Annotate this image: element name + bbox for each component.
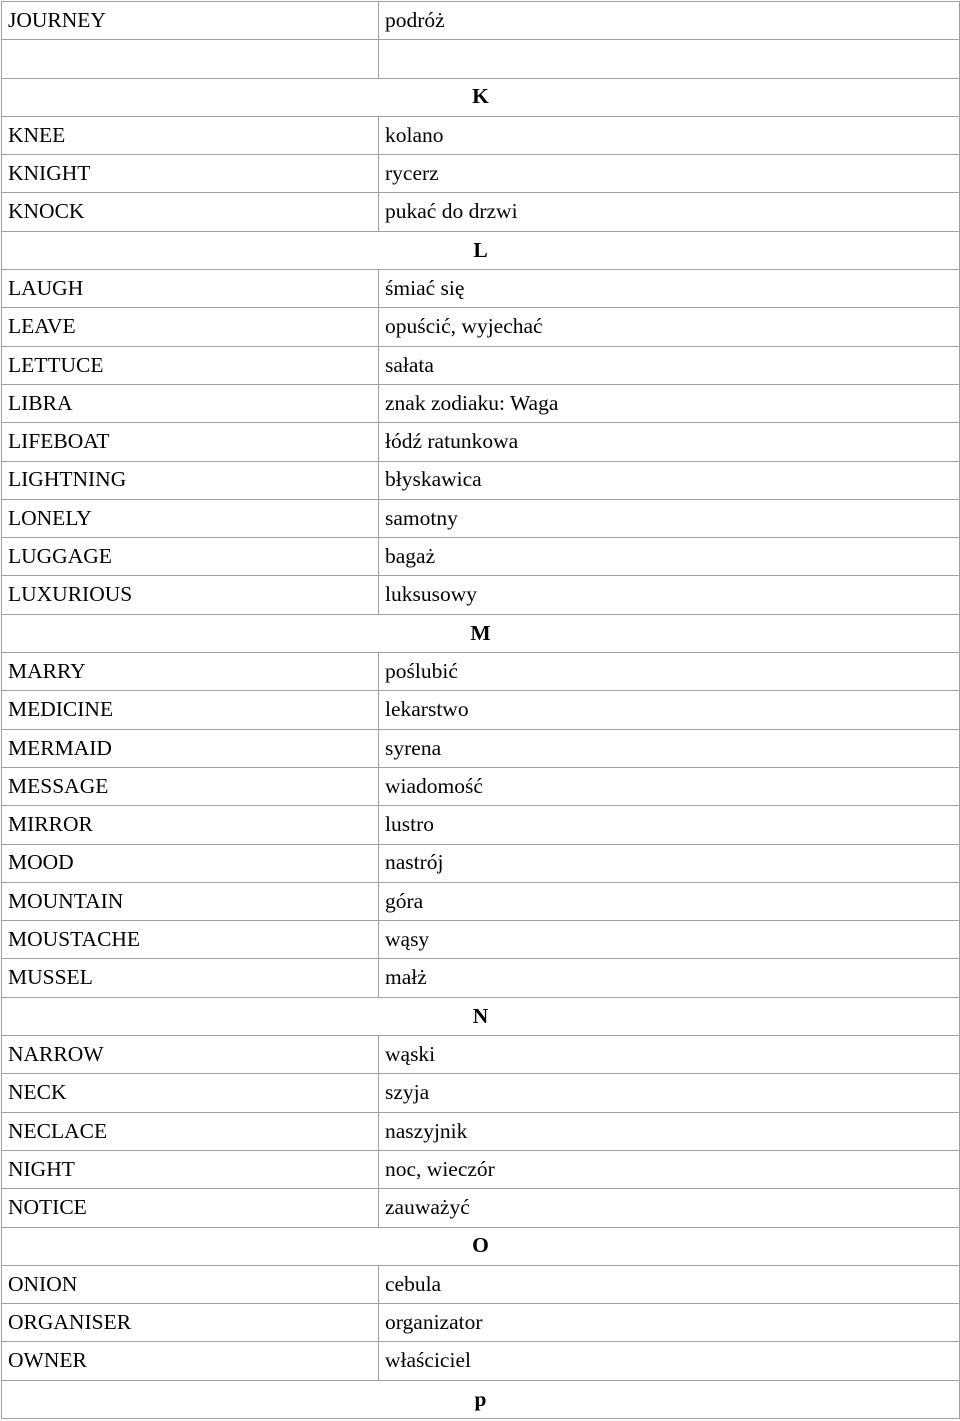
polish-translation: nastrój [379,844,960,882]
polish-translation: sałata [379,346,960,384]
polish-translation: poślubić [379,653,960,691]
vocabulary-row [2,1342,960,1380]
polish-translation: cebula [379,1265,960,1303]
polish-translation: samotny [379,499,960,537]
vocabulary-row [2,959,960,997]
english-word: JOURNEY [2,2,379,40]
letter-heading: L [2,231,960,269]
polish-translation: małż [379,959,960,997]
vocabulary-row [2,384,960,422]
english-word: LEAVE [2,308,379,346]
english-word: MOUSTACHE [2,921,379,959]
vocabulary-row [2,499,960,537]
vocabulary-row [2,921,960,959]
vocabulary-row [2,1036,960,1074]
polish-translation: lekarstwo [379,691,960,729]
polish-translation: noc, wieczór [379,1150,960,1188]
english-word: LIBRA [2,384,379,422]
vocabulary-row [2,1112,960,1150]
polish-translation: kolano [379,116,960,154]
english-word: LETTUCE [2,346,379,384]
polish-translation: wąski [379,1036,960,1074]
polish-translation: śmiać się [379,270,960,308]
english-word: MOUNTAIN [2,882,379,920]
letter-heading-row [2,614,960,652]
english-word: LIGHTNING [2,461,379,499]
vocabulary-row [2,155,960,193]
english-word: NECLACE [2,1112,379,1150]
blank-row [2,40,960,78]
vocabulary-row [2,270,960,308]
vocabulary-row [2,2,960,40]
vocabulary-row [2,461,960,499]
vocabulary-row [2,538,960,576]
english-word: MESSAGE [2,767,379,805]
vocabulary-row [2,308,960,346]
polish-translation: organizator [379,1304,960,1342]
letter-heading-row [2,1380,960,1418]
english-word: MERMAID [2,729,379,767]
polish-translation: luksusowy [379,576,960,614]
polish-translation: właściciel [379,1342,960,1380]
vocabulary-row [2,576,960,614]
vocabulary-row [2,806,960,844]
vocabulary-row [2,1304,960,1342]
polish-translation: syrena [379,729,960,767]
polish-translation: wąsy [379,921,960,959]
letter-heading: p [2,1380,960,1418]
english-word: MOOD [2,844,379,882]
polish-translation: rycerz [379,155,960,193]
polish-translation: znak zodiaku: Waga [379,384,960,422]
english-word: ONION [2,1265,379,1303]
polish-translation: błyskawica [379,461,960,499]
english-word: NOTICE [2,1189,379,1227]
english-word: NECK [2,1074,379,1112]
polish-translation: lustro [379,806,960,844]
english-word: ORGANISER [2,1304,379,1342]
english-word: OWNER [2,1342,379,1380]
polish-translation: pukać do drzwi [379,193,960,231]
letter-heading-row [2,1227,960,1265]
english-word: KNOCK [2,193,379,231]
vocabulary-row [2,691,960,729]
letter-heading: K [2,78,960,116]
letter-heading: N [2,997,960,1035]
vocabulary-row [2,844,960,882]
vocabulary-row [2,767,960,805]
english-word: LUXURIOUS [2,576,379,614]
vocabulary-row [2,346,960,384]
english-word: MIRROR [2,806,379,844]
polish-translation: łódź ratunkowa [379,423,960,461]
polish-translation: naszyjnik [379,1112,960,1150]
vocabulary-row [2,1265,960,1303]
polish-translation [379,40,960,78]
vocabulary-row [2,1150,960,1188]
polish-translation: szyja [379,1074,960,1112]
english-word: LONELY [2,499,379,537]
english-word: KNIGHT [2,155,379,193]
vocabulary-row [2,423,960,461]
vocabulary-table-body [2,2,960,1419]
polish-translation: zauważyć [379,1189,960,1227]
english-word: LIFEBOAT [2,423,379,461]
letter-heading: M [2,614,960,652]
letter-heading-row [2,78,960,116]
english-word [2,40,379,78]
vocabulary-row [2,729,960,767]
letter-heading: O [2,1227,960,1265]
vocabulary-row [2,1074,960,1112]
english-word: MUSSEL [2,959,379,997]
english-word: LUGGAGE [2,538,379,576]
english-word: NIGHT [2,1150,379,1188]
polish-translation: góra [379,882,960,920]
letter-heading-row [2,997,960,1035]
vocabulary-row [2,116,960,154]
vocabulary-row [2,1189,960,1227]
english-word: LAUGH [2,270,379,308]
polish-translation: podróż [379,2,960,40]
polish-translation: bagaż [379,538,960,576]
letter-heading-row [2,231,960,269]
polish-translation: opuścić, wyjechać [379,308,960,346]
english-word: KNEE [2,116,379,154]
vocabulary-table [1,1,960,1419]
english-word: NARROW [2,1036,379,1074]
vocabulary-row [2,193,960,231]
english-word: MEDICINE [2,691,379,729]
english-word: MARRY [2,653,379,691]
vocabulary-row [2,882,960,920]
polish-translation: wiadomość [379,767,960,805]
vocabulary-row [2,653,960,691]
